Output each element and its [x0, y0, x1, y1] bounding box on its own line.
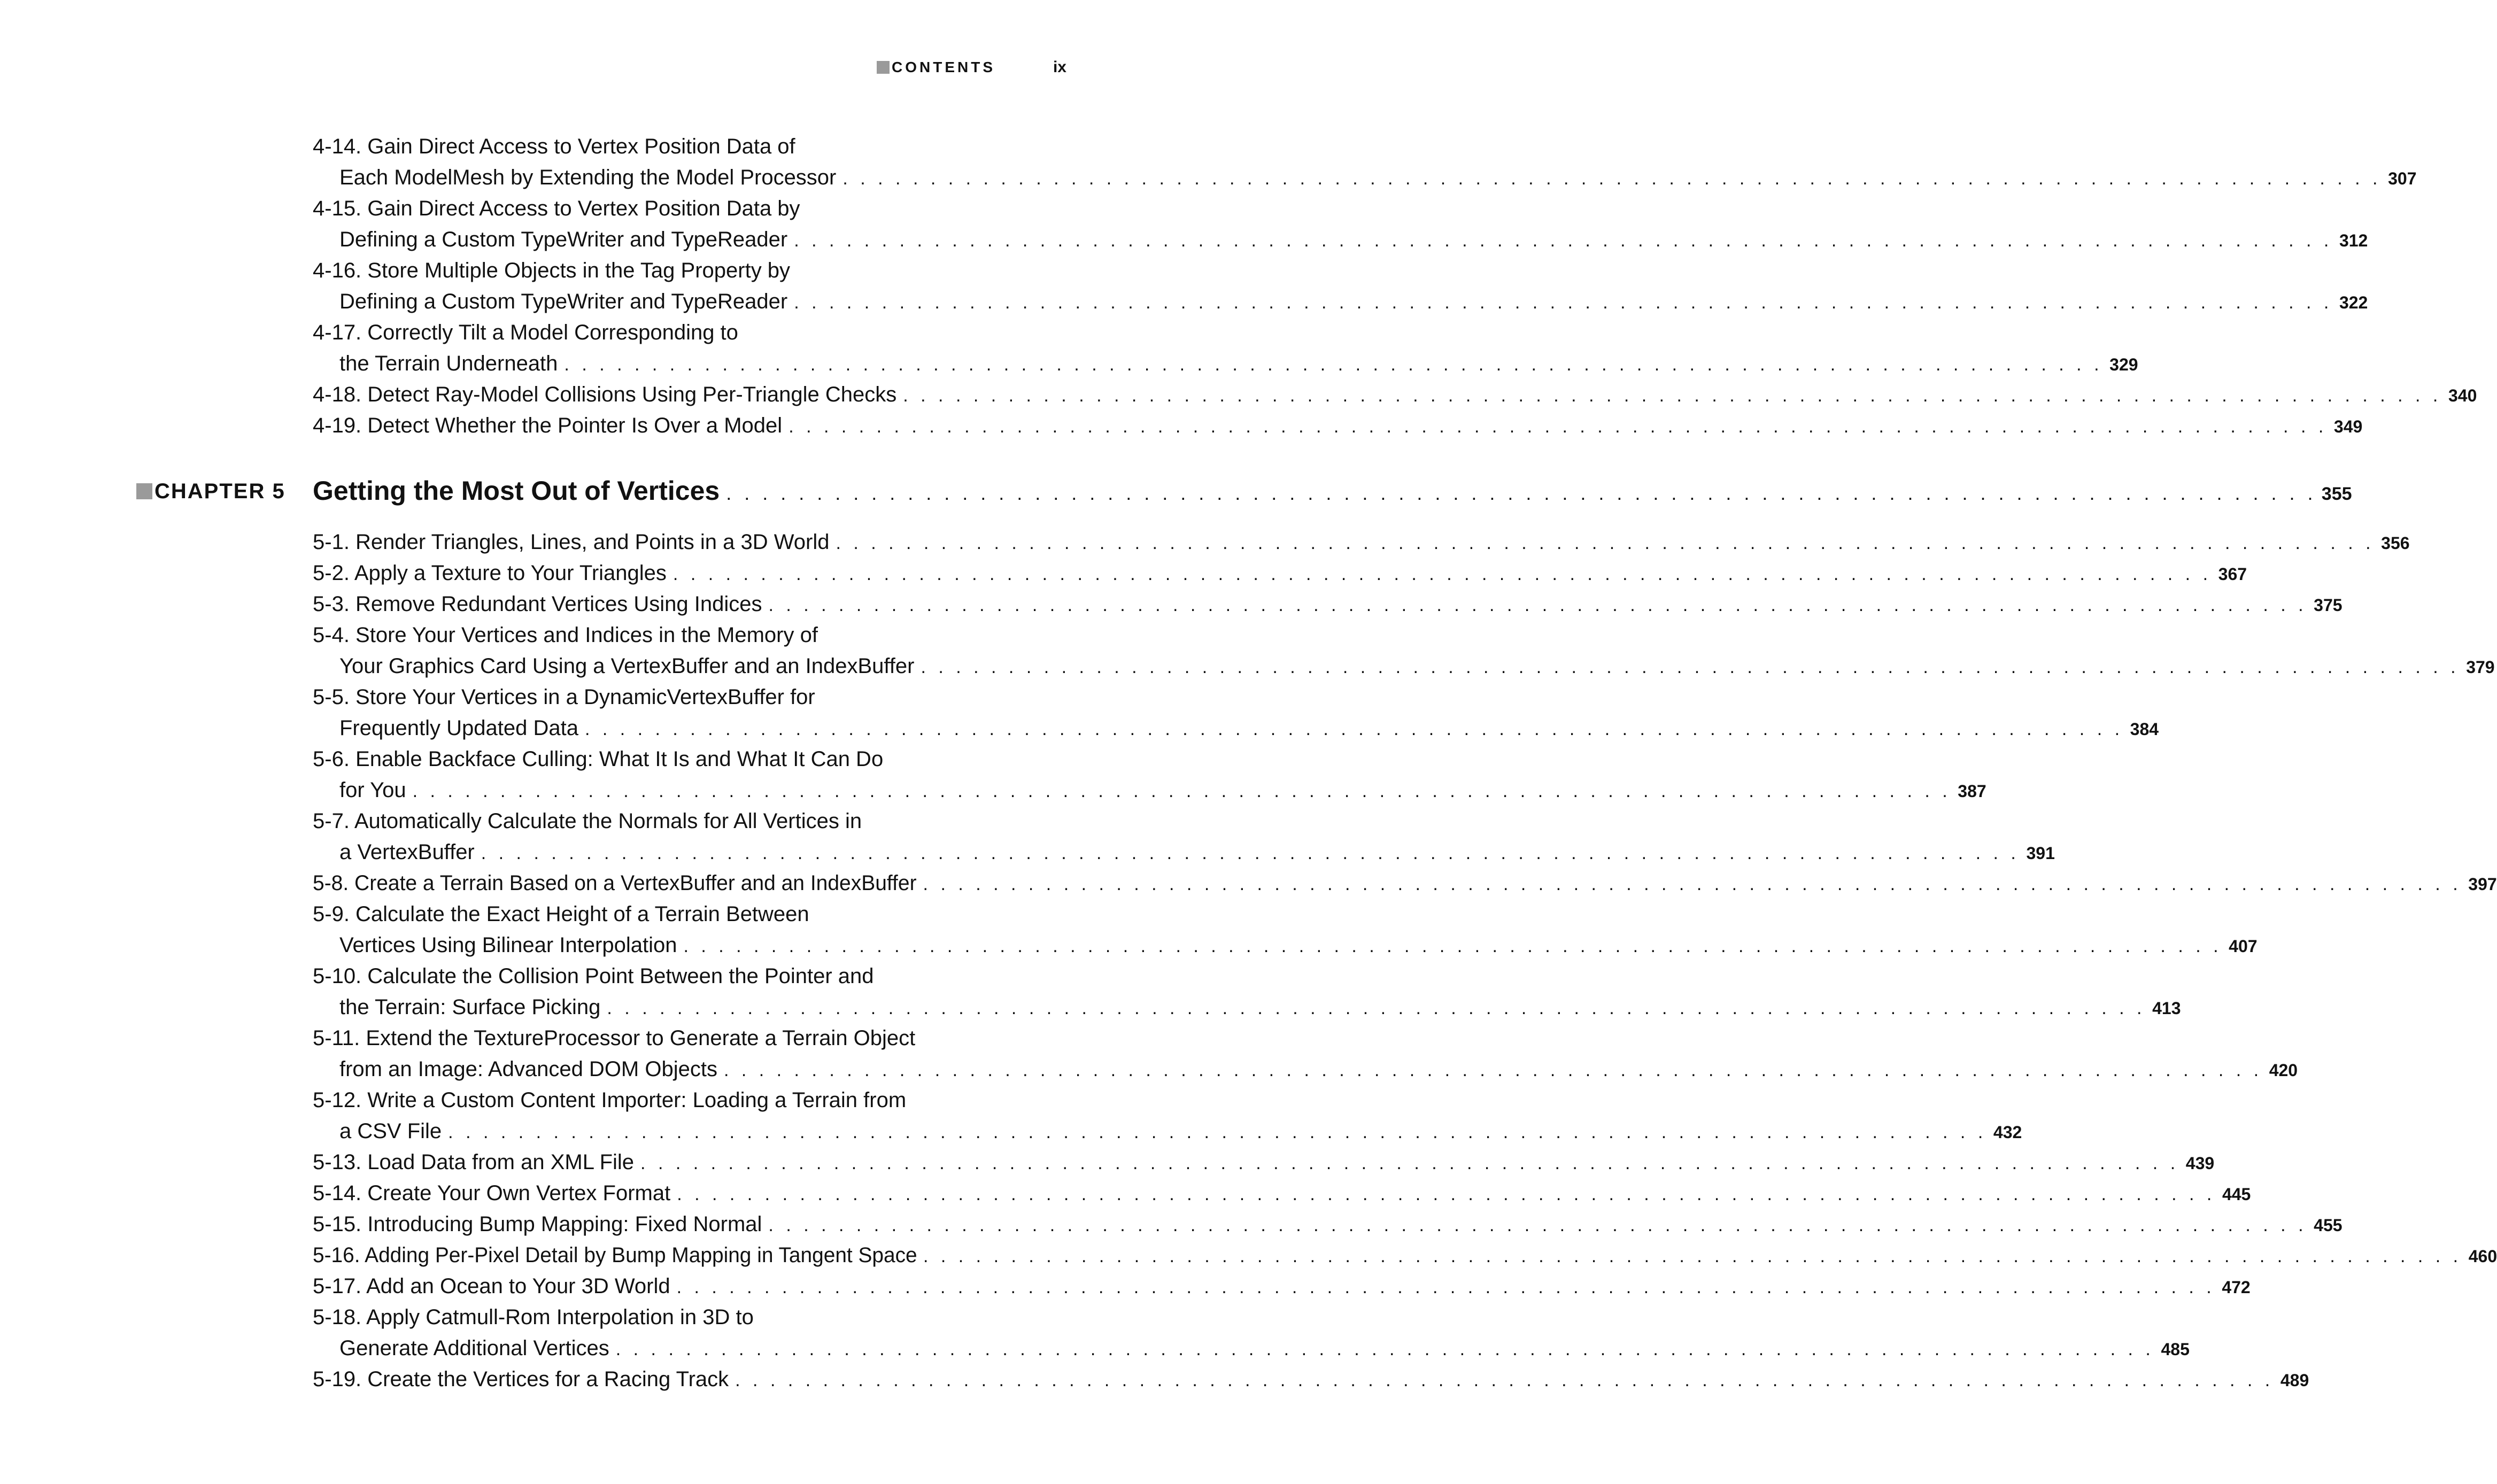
toc-entry-text: 4-17. Correctly Tilt a Model Corresponding to — [313, 321, 738, 344]
toc-entry-page: 356 — [2381, 534, 2410, 553]
toc-entry — [313, 961, 2181, 1023]
dot-leader: . . . . . . . . . . . . . . . . . . . . . . . . . . . . . . . . . . . . . . . . . . . . . . . . . . . . . . . . . . . . . . . . . . . . . . . . . . . . . . . . . . . . . . . . — [448, 1122, 1987, 1142]
toc-entry-last-line — [313, 1271, 2251, 1302]
toc-entry-last-line — [313, 410, 2363, 441]
toc-entry-text: 5-2. Apply a Texture to Your Triangles — [313, 561, 667, 585]
dot-leader: . . . . . . . . . . . . . . . . . . . . . . . . . . . . . . . . . . . . . . . . . . . . . . . . . . . . . . . . . . . . . . . . . . . . . . . . . . . . . . . . . . . . . . . . — [836, 533, 2375, 553]
toc-entry-text: Defining a Custom TypeWriter and TypeReader — [339, 228, 788, 251]
toc-entry-line — [313, 620, 976, 651]
dot-leader: . . . . . . . . . . . . . . . . . . . . . . . . . . . . . . . . . . . . . . . . . . . . . . . . . . . . . . . . . . . . . . . . . . . . . . . . . . . . . . . . . . . . . . . . — [672, 564, 2212, 584]
toc-entry-page: 455 — [2314, 1216, 2343, 1235]
toc-entry-text: 5-3. Remove Redundant Vertices Using Indices — [313, 592, 762, 616]
toc-entry-line — [313, 899, 976, 930]
toc-entry-last-line — [313, 1333, 2190, 1364]
toc-entry-page: 367 — [2218, 565, 2247, 584]
toc-entry-last-line — [313, 1147, 2215, 1178]
toc-entry-text: 5-8. Create a Terrain Based on a VertexBuffer and an IndexBuffer — [313, 871, 917, 895]
toc-entry-text: 4-19. Detect Whether the Pointer Is Over a Model — [313, 414, 783, 437]
toc-entry — [313, 558, 2247, 589]
toc-entry-last-line — [313, 1209, 2343, 1240]
toc-entry-text: a VertexBuffer — [339, 840, 475, 864]
toc-entry-text: Your Graphics Card Using a VertexBuffer and an IndexBuffer — [339, 654, 915, 678]
toc-entry-text: Frequently Updated Data — [339, 716, 578, 740]
toc-entry-text: the Terrain: Surface Picking — [339, 995, 601, 1019]
dot-leader: . . . . . . . . . . . . . . . . . . . . . . . . . . . . . . . . . . . . . . . . . . . . . . . . . . . . . . . . . . . . . . . . . . . . . . . . . . . . . . . . . . . . . . . . — [735, 1370, 2274, 1390]
toc-entry-text: 5-13. Load Data from an XML File — [313, 1150, 635, 1174]
toc-entry-text: 5-1. Render Triangles, Lines, and Points in a 3D World — [313, 530, 830, 554]
toc-entry-text: Vertices Using Bilinear Interpolation — [339, 933, 677, 957]
toc-entry-line — [313, 806, 976, 837]
dot-leader: . . . . . . . . . . . . . . . . . . . . . . . . . . . . . . . . . . . . . . . . . . . . . . . . . . . . . . . . . . . . . . . . . . . . . . . . . . . . . . . . . . . . . . . . — [768, 1215, 2307, 1235]
toc-entry-line — [313, 961, 976, 992]
toc-entry — [313, 899, 2258, 961]
toc-entry-page: 322 — [2339, 293, 2368, 312]
dot-leader: . . . . . . . . . . . . . . . . . . . . . . . . . . . . . . . . . . . . . . . . . . . . . . . . . . . . . . . . . . . . . . . . . . . . . . . . . . . . . . . . . . . . . . . . — [842, 168, 2382, 189]
toc-entry-page: 485 — [2161, 1340, 2190, 1359]
toc-entry-line — [313, 131, 976, 162]
toc-entry-text: 5-12. Write a Custom Content Importer: Loading a Terrain from — [313, 1088, 907, 1112]
toc-entry — [313, 1085, 2022, 1147]
chapter-label — [136, 478, 285, 505]
toc-entry-page: 387 — [1958, 782, 1986, 801]
chapter-label-text: CHAPTER 5 — [154, 479, 285, 503]
toc-entry-last-line — [313, 930, 2258, 961]
dot-leader: . . . . . . . . . . . . . . . . . . . . . . . . . . . . . . . . . . . . . . . . . . . . . . . . . . . . . . . . . . . . . . . . . . . . . . . . . . . . . . . . . . . . . . . . — [794, 292, 2333, 313]
toc-entry-text: 5-5. Store Your Vertices in a DynamicVertexBuffer for — [313, 685, 815, 709]
toc-entry-text: 5-9. Calculate the Exact Height of a Terrain Between — [313, 902, 809, 926]
toc-entry-text: 5-19. Create the Vertices for a Racing Track — [313, 1367, 729, 1391]
toc-entry — [313, 379, 2477, 410]
toc-entry-last-line — [313, 162, 2417, 193]
toc-entry-page: 397 — [2468, 875, 2497, 894]
toc-entry — [313, 317, 2138, 379]
toc-entry-page: 329 — [2109, 355, 2138, 374]
toc-entry-page: 375 — [2314, 596, 2343, 615]
chapter-title-row — [313, 469, 2352, 512]
toc-entry-page: 379 — [2466, 658, 2495, 677]
dot-leader: . . . . . . . . . . . . . . . . . . . . . . . . . . . . . . . . . . . . . . . . . . . . . . . . . . . . . . . . . . . . . . . . . . . . . . . . . . . . . . . . . . . . . . . . — [676, 1277, 2215, 1297]
toc-entry-last-line — [313, 224, 2368, 255]
dot-leader: . . . . . . . . . . . . . . . . . . . . . . . . . . . . . . . . . . . . . . . . . . . . . . . . . . . . . . . . . . . . . . . . . . . . . . . . . . . . . . . . . . . . . . . . — [683, 936, 2222, 956]
toc-entry-text: 5-11. Extend the TextureProcessor to Generate a Terrain Object — [313, 1026, 916, 1050]
toc-entry-page: 384 — [2130, 720, 2159, 739]
toc-entry — [313, 1209, 2343, 1240]
toc-entry-page: 432 — [1993, 1123, 2022, 1142]
toc-entry — [313, 806, 2055, 868]
toc-entry-page: 413 — [2152, 999, 2181, 1018]
toc-entry — [313, 1302, 2190, 1364]
toc-entry — [313, 1178, 2251, 1209]
dot-leader: . . . . . . . . . . . . . . . . . . . . . . . . . . . . . . . . . . . . . . . . . . . . . . . . . . . . . . . . . . . . . . . . . . . . . . . . . . . . . . . . . . . . . . . . — [677, 1184, 2216, 1204]
toc-entry-text: 5-10. Calculate the Collision Point Between the Pointer and — [313, 964, 874, 988]
toc-section-main — [313, 527, 2497, 1395]
toc-entry-page: 439 — [2185, 1154, 2215, 1173]
toc-entry-text: Each ModelMesh by Extending the Model Processor — [339, 166, 837, 189]
toc-entry-last-line — [313, 775, 1986, 806]
toc-entry-last-line — [313, 1364, 2309, 1395]
dot-leader: . . . . . . . . . . . . . . . . . . . . . . . . . . . . . . . . . . . . . . . . . . . . . . . . . . . . . . . . . . . . . . . . . . . . . . . . . . . . . . . . . . . . . . . . — [921, 657, 2460, 677]
toc-entry-text: 4-14. Gain Direct Access to Vertex Position Data of — [313, 135, 795, 158]
toc-entry-text: 5-15. Introducing Bump Mapping: Fixed Normal — [313, 1212, 762, 1236]
toc-entry-text: 4-15. Gain Direct Access to Vertex Position Data by — [313, 197, 800, 220]
toc-entry-line — [313, 1023, 976, 1054]
toc-section-pre — [313, 131, 2477, 441]
dot-leader: . . . . . . . . . . . . . . . . . . . . . . . . . . . . . . . . . . . . . . . . . . . . . . . . . . . . . . . . . . . . . . . . . . . . . . . . . . . . . . . . . . . . . . . . — [412, 781, 1951, 801]
toc-entry-text: 5-17. Add an Ocean to Your 3D World — [313, 1274, 670, 1298]
toc-entry-line — [313, 744, 976, 775]
toc-entry-text: 5-18. Apply Catmull-Rom Interpolation in 3D to — [313, 1305, 754, 1329]
toc-entry — [313, 1147, 2215, 1178]
dot-leader: . . . . . . . . . . . . . . . . . . . . . . . . . . . . . . . . . . . . . . . . . . . . . . . . . . . . . . . . . . . . . . . . . . . . . . . . . . . . . . . . . . . . . . . . — [923, 1246, 2462, 1266]
toc-entry-line — [313, 1085, 976, 1116]
toc-entry — [313, 1364, 2309, 1395]
page-number: ix — [1053, 58, 1066, 76]
toc-entry-last-line — [313, 837, 2055, 868]
toc-entry-last-line — [313, 1054, 2298, 1085]
toc-entry-page: 445 — [2222, 1185, 2251, 1204]
toc-entry-last-line — [313, 651, 2495, 682]
dot-leader: . . . . . . . . . . . . . . . . . . . . . . . . . . . . . . . . . . . . . . . . . . . . . . . . . . . . . . . . . . . . . . . . . . . . . . . . . . . . . . . . . . . . . . . . — [726, 482, 2317, 504]
dot-leader: . . . . . . . . . . . . . . . . . . . . . . . . . . . . . . . . . . . . . . . . . . . . . . . . . . . . . . . . . . . . . . . . . . . . . . . . . . . . . . . . . . . . . . . . — [584, 719, 2124, 739]
toc-entry — [313, 682, 2159, 744]
dot-leader: . . . . . . . . . . . . . . . . . . . . . . . . . . . . . . . . . . . . . . . . . . . . . . . . . . . . . . . . . . . . . . . . . . . . . . . . . . . . . . . . . . . . . . . . — [564, 354, 2103, 375]
toc-entry — [313, 1271, 2251, 1302]
toc-entry-last-line — [313, 558, 2247, 589]
toc-entry-last-line — [313, 527, 2410, 558]
toc-entry-last-line — [313, 713, 2159, 744]
dot-leader: . . . . . . . . . . . . . . . . . . . . . . . . . . . . . . . . . . . . . . . . . . . . . . . . . . . . . . . . . . . . . . . . . . . . . . . . . . . . . . . . . . . . . . . . — [607, 998, 2146, 1018]
toc-entry-last-line — [313, 992, 2181, 1023]
toc-entry — [313, 410, 2363, 441]
toc-entry-last-line — [313, 868, 2497, 899]
toc-entry-page: 349 — [2333, 417, 2363, 436]
toc-entry-page: 420 — [2269, 1061, 2298, 1080]
toc-entry-text: Generate Additional Vertices — [339, 1336, 609, 1360]
toc-entry — [313, 620, 2495, 682]
toc-entry-text: 5-16. Adding Per-Pixel Detail by Bump Mapping in Tangent Space — [313, 1243, 917, 1267]
square-bullet-icon — [877, 61, 890, 74]
chapter-page-number: 355 — [2321, 484, 2352, 504]
toc-entry-text: for You — [339, 778, 406, 802]
toc-entry — [313, 193, 2368, 255]
dot-leader: . . . . . . . . . . . . . . . . . . . . . . . . . . . . . . . . . . . . . . . . . . . . . . . . . . . . . . . . . . . . . . . . . . . . . . . . . . . . . . . . . . . . . . . . — [794, 230, 2333, 251]
toc-entry-page: 460 — [2468, 1247, 2497, 1266]
toc-entry-text: a CSV File — [339, 1119, 442, 1143]
toc-entry-last-line — [313, 1178, 2251, 1209]
toc-entry-last-line — [313, 286, 2368, 317]
dot-leader: . . . . . . . . . . . . . . . . . . . . . . . . . . . . . . . . . . . . . . . . . . . . . . . . . . . . . . . . . . . . . . . . . . . . . . . . . . . . . . . . . . . . . . . . — [615, 1339, 2154, 1359]
toc-entry — [313, 131, 2417, 193]
toc-entry-page: 391 — [2026, 844, 2055, 863]
toc-entry — [313, 255, 2368, 317]
toc-entry-last-line — [313, 589, 2343, 620]
dot-leader: . . . . . . . . . . . . . . . . . . . . . . . . . . . . . . . . . . . . . . . . . . . . . . . . . . . . . . . . . . . . . . . . . . . . . . . . . . . . . . . . . . . . . . . . — [640, 1153, 2179, 1173]
toc-entry-page: 307 — [2388, 169, 2417, 188]
toc-entry-last-line — [313, 379, 2477, 410]
chapter-heading — [136, 469, 2352, 512]
toc-entry-line — [313, 1302, 976, 1333]
toc-entry-line — [313, 317, 976, 348]
toc-entry — [313, 744, 1986, 806]
toc-entry-line — [313, 255, 976, 286]
toc-entry-page: 407 — [2229, 937, 2258, 956]
toc-entry-text: 5-7. Automatically Calculate the Normals for All Vertices in — [313, 809, 862, 833]
toc-entry-page: 312 — [2339, 231, 2368, 250]
toc-entry-line — [313, 682, 976, 713]
toc-entry-last-line — [313, 1240, 2497, 1271]
toc-entry-last-line — [313, 348, 2138, 379]
toc-entry-page: 340 — [2448, 386, 2477, 405]
dot-leader: . . . . . . . . . . . . . . . . . . . . . . . . . . . . . . . . . . . . . . . . . . . . . . . . . . . . . . . . . . . . . . . . . . . . . . . . . . . . . . . . . . . . . . . . — [481, 843, 2020, 863]
dot-leader: . . . . . . . . . . . . . . . . . . . . . . . . . . . . . . . . . . . . . . . . . . . . . . . . . . . . . . . . . . . . . . . . . . . . . . . . . . . . . . . . . . . . . . . . — [923, 874, 2462, 894]
toc-entry — [313, 527, 2410, 558]
toc-entry-text: 5-14. Create Your Own Vertex Format — [313, 1181, 671, 1205]
toc-entry-line — [313, 193, 976, 224]
square-bullet-icon — [136, 483, 152, 499]
toc-entry — [313, 589, 2343, 620]
toc-entry-text: from an Image: Advanced DOM Objects — [339, 1057, 717, 1081]
toc-entry-text: Defining a Custom TypeWriter and TypeReader — [339, 290, 788, 313]
toc-entry — [313, 1240, 2497, 1271]
toc-entry-text: the Terrain Underneath — [339, 352, 558, 375]
toc-entry-text: 4-16. Store Multiple Objects in the Tag Property by — [313, 259, 791, 282]
toc-entry-last-line — [313, 1116, 2022, 1147]
dot-leader: . . . . . . . . . . . . . . . . . . . . . . . . . . . . . . . . . . . . . . . . . . . . . . . . . . . . . . . . . . . . . . . . . . . . . . . . . . . . . . . . . . . . . . . . — [768, 595, 2307, 615]
toc-entry-text: 5-4. Store Your Vertices and Indices in the Memory of — [313, 623, 818, 647]
dot-leader: . . . . . . . . . . . . . . . . . . . . . . . . . . . . . . . . . . . . . . . . . . . . . . . . . . . . . . . . . . . . . . . . . . . . . . . . . . . . . . . . . . . . . . . . — [903, 385, 2442, 406]
chapter-title: Getting the Most Out of Vertices — [313, 476, 720, 506]
dot-leader: . . . . . . . . . . . . . . . . . . . . . . . . . . . . . . . . . . . . . . . . . . . . . . . . . . . . . . . . . . . . . . . . . . . . . . . . . . . . . . . . . . . . . . . . — [788, 416, 2328, 437]
toc-entry-page: 472 — [2222, 1278, 2251, 1297]
toc-entry-text: 4-18. Detect Ray-Model Collisions Using Per-Triangle Checks — [313, 383, 897, 406]
running-head — [877, 58, 1058, 77]
toc-entry-page: 489 — [2280, 1371, 2309, 1390]
toc-entry — [313, 1023, 2298, 1085]
dot-leader: . . . . . . . . . . . . . . . . . . . . . . . . . . . . . . . . . . . . . . . . . . . . . . . . . . . . . . . . . . . . . . . . . . . . . . . . . . . . . . . . . . . . . . . . — [723, 1060, 2263, 1080]
toc-entry-text: 5-6. Enable Backface Culling: What It Is and What It Can Do — [313, 747, 884, 771]
toc-entry — [313, 868, 2497, 899]
running-title: CONTENTS — [892, 59, 995, 75]
